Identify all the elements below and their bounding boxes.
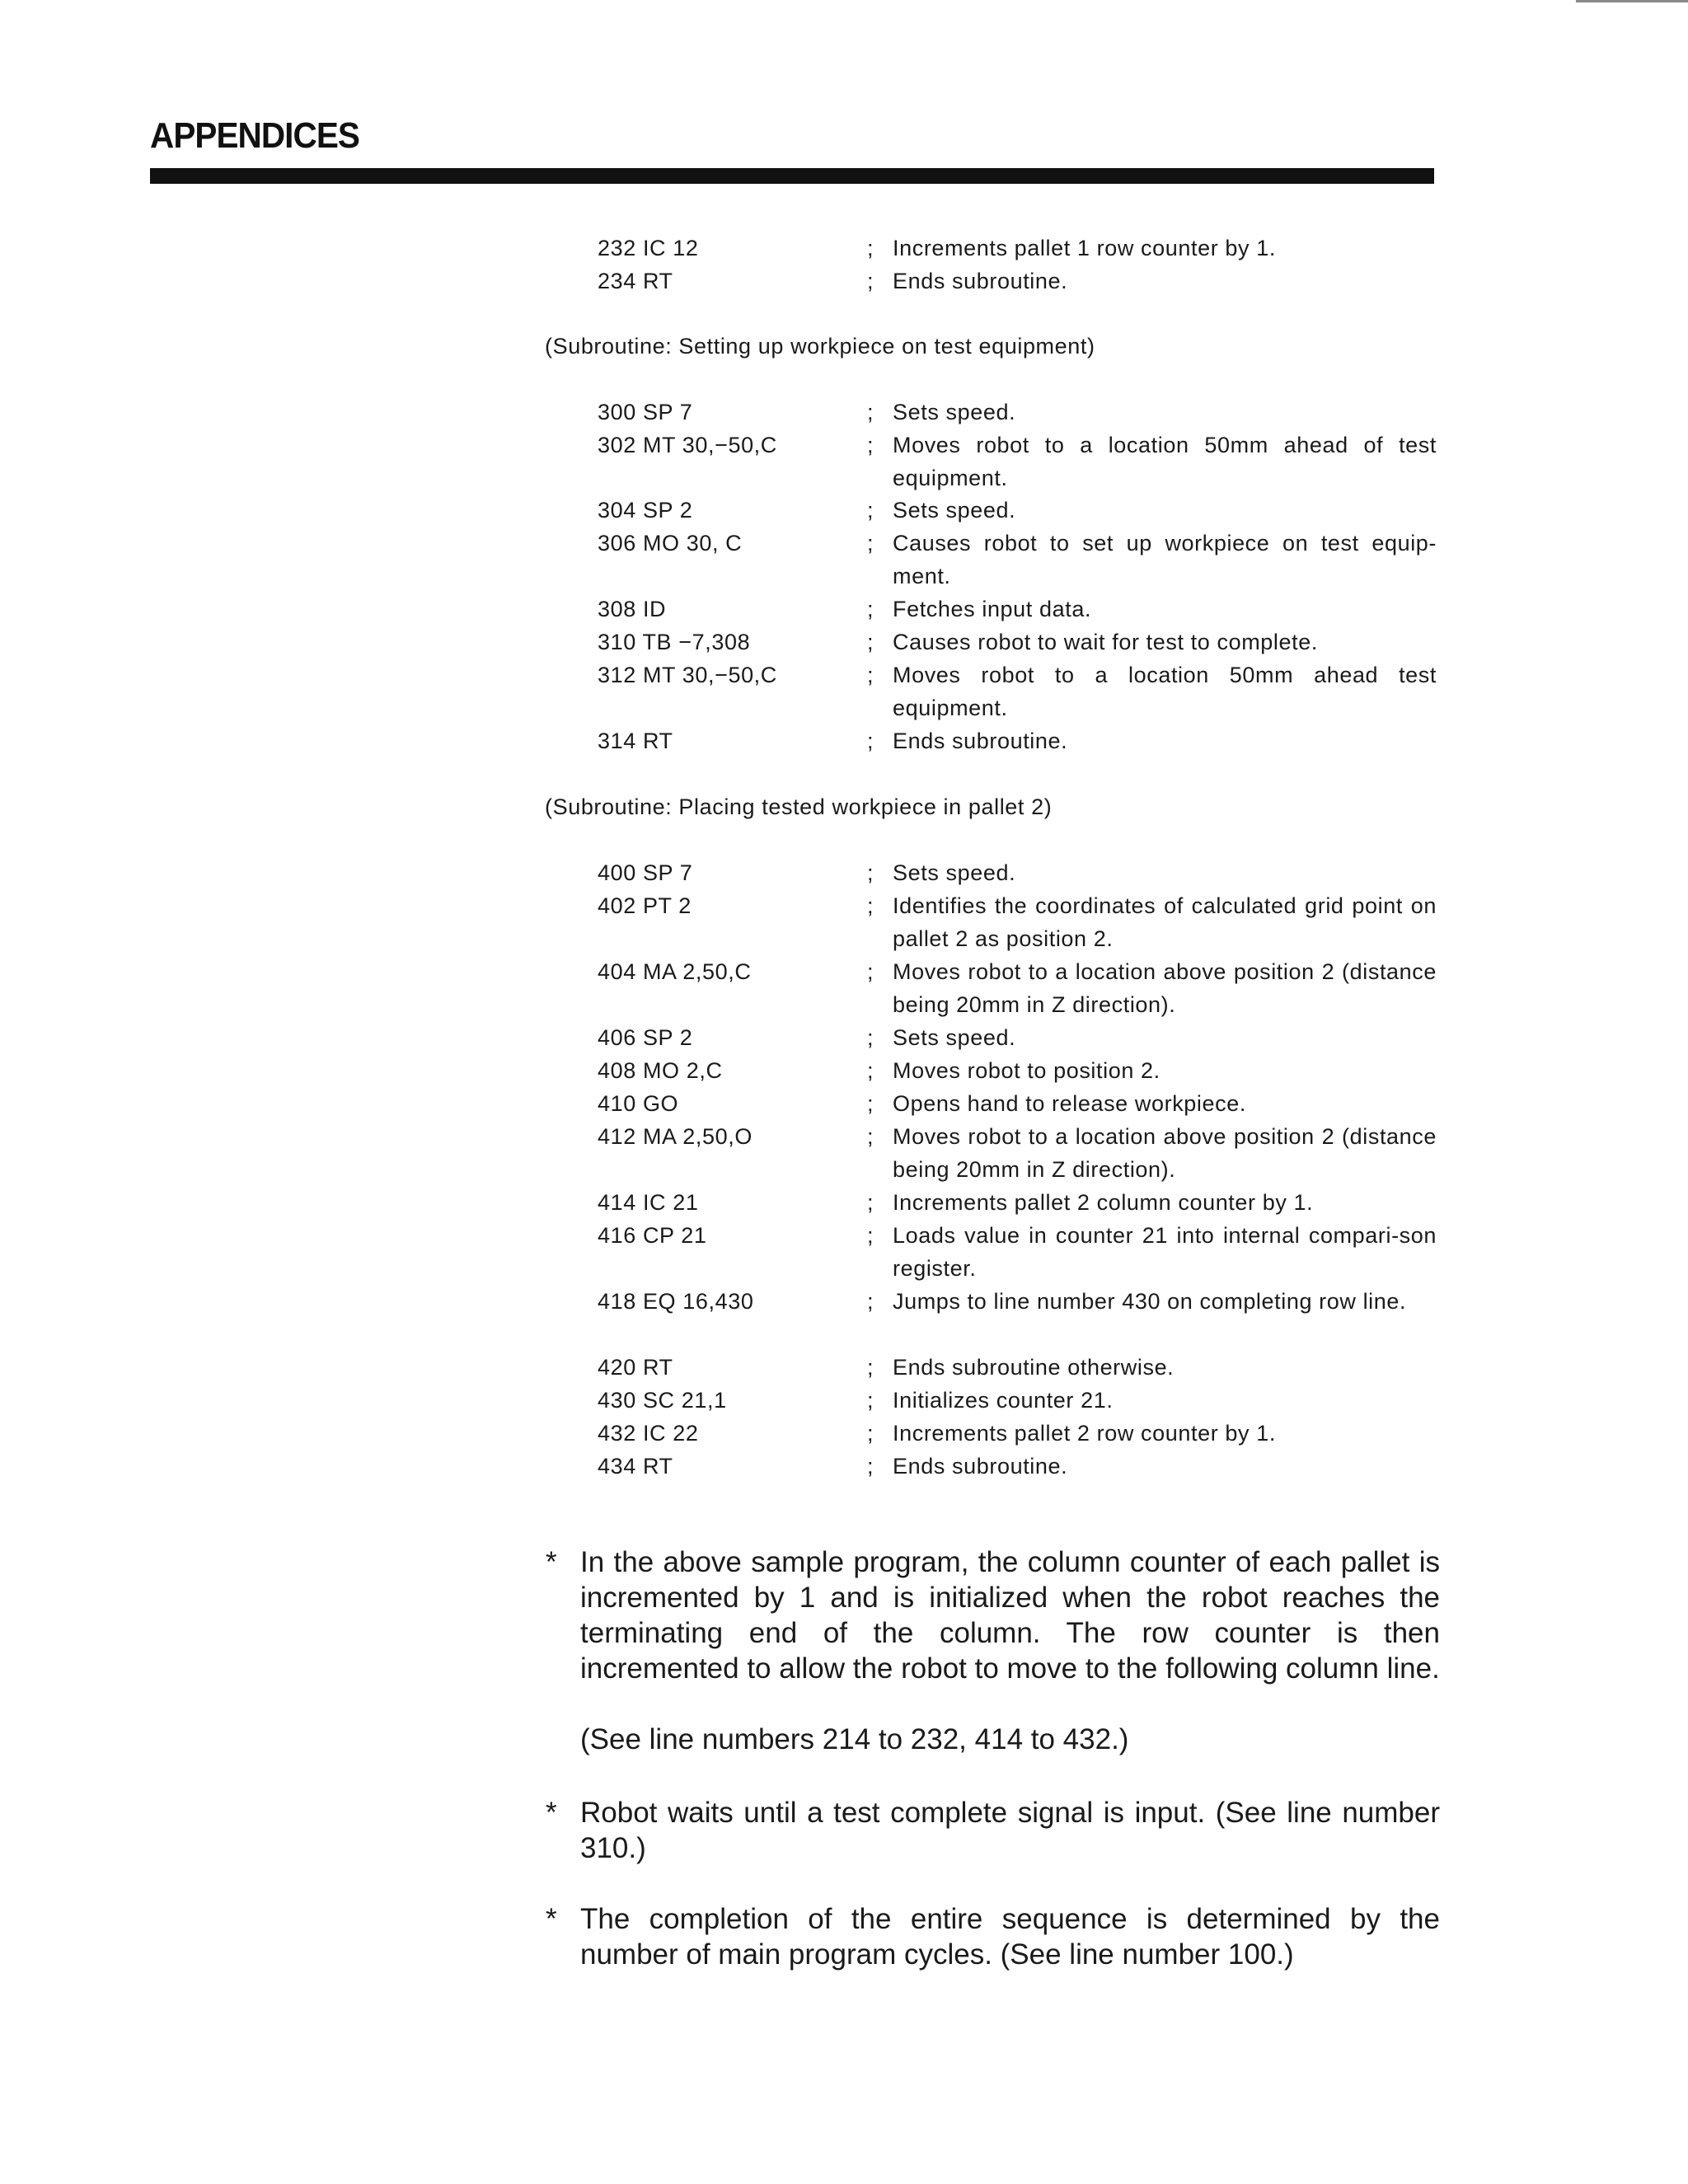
line-comment: Moves robot to a location 50mm ahead test equipment. [893, 663, 1437, 720]
line-comment: Sets speed. [893, 400, 1016, 424]
line-code: 414 IC 21 [598, 1190, 699, 1215]
line-code: 420 RT [598, 1355, 673, 1380]
line-comment: Jumps to line number 430 on completing row line. [893, 1289, 1407, 1314]
line-code: 412 MA 2,50,O [598, 1124, 753, 1149]
line-comment: Moves robot to position 2. [893, 1058, 1160, 1083]
line-comment: Causes robot to wait for test to complete. [893, 630, 1318, 654]
line-comment: Initializes counter 21. [893, 1388, 1114, 1413]
line-code: 314 RT [598, 729, 673, 753]
semicolon: ; [867, 433, 874, 457]
semicolon: ; [867, 860, 874, 885]
semicolon: ; [867, 269, 874, 293]
line-comment: Ends subroutine. [893, 269, 1068, 293]
page-title: APPENDICES [150, 115, 359, 156]
semicolon: ; [867, 1454, 874, 1479]
semicolon: ; [867, 663, 874, 687]
semicolon: ; [867, 1289, 874, 1314]
line-comment: Moves robot to a location above position 2 (distance being 20mm in Z direction). [893, 959, 1437, 1017]
semicolon: ; [867, 630, 874, 654]
line-comment: Opens hand to release workpiece. [893, 1091, 1246, 1116]
line-code: 306 MO 30, C [598, 531, 743, 555]
semicolon: ; [867, 729, 874, 753]
line-comment: Increments pallet 2 row counter by 1. [893, 1421, 1276, 1446]
line-code: 300 SP 7 [598, 400, 693, 424]
semicolon: ; [867, 1223, 874, 1248]
line-comment: Moves robot to a location 50mm ahead of test equipment. [893, 433, 1437, 490]
line-code: 402 PT 2 [598, 893, 692, 918]
line-comment: Ends subroutine otherwise. [893, 1355, 1175, 1380]
semicolon: ; [867, 1421, 874, 1446]
line-code: 308 ID [598, 597, 667, 621]
line-comment: Ends subroutine. [893, 729, 1068, 753]
line-code: 312 MT 30,−50,C [598, 663, 777, 687]
line-comment: Increments pallet 2 column counter by 1. [893, 1190, 1314, 1215]
semicolon: ; [867, 1124, 874, 1149]
line-comment: Moves robot to a location above position 2 (distance being 20mm in Z direction). [893, 1124, 1437, 1182]
line-code: 404 MA 2,50,C [598, 959, 752, 984]
note-asterisk: * [546, 1903, 557, 1935]
line-code: 408 MO 2,C [598, 1058, 723, 1083]
semicolon: ; [867, 498, 874, 523]
line-comment: Identifies the coordinates of calculated grid point on pallet 2 as position 2. [893, 893, 1437, 951]
line-code: 418 EQ 16,430 [598, 1289, 754, 1314]
line-code: 432 IC 22 [598, 1421, 699, 1446]
note-reference: (See line numbers 214 to 232, 414 to 432.) [580, 1723, 1129, 1755]
line-code: 434 RT [598, 1454, 673, 1479]
line-comment: Causes robot to set up workpiece on test equip-ment. [893, 531, 1437, 588]
line-code: 406 SP 2 [598, 1025, 693, 1050]
line-code: 310 TB −7,308 [598, 630, 751, 654]
semicolon: ; [867, 1058, 874, 1083]
subroutine-heading: (Subroutine: Placing tested workpiece in pallet 2) [545, 794, 1053, 819]
note-asterisk: * [546, 1546, 557, 1578]
line-code: 430 SC 21,1 [598, 1388, 727, 1413]
line-comment: Sets speed. [893, 1025, 1016, 1050]
line-comment: Fetches input data. [893, 597, 1092, 621]
line-code: 234 RT [598, 269, 673, 293]
semicolon: ; [867, 893, 874, 918]
line-code: 416 CP 21 [598, 1223, 707, 1248]
semicolon: ; [867, 236, 874, 260]
semicolon: ; [867, 1091, 874, 1116]
semicolon: ; [867, 400, 874, 424]
line-code: 410 GO [598, 1091, 679, 1116]
semicolon: ; [867, 597, 874, 621]
semicolon: ; [867, 1190, 874, 1215]
note-text: In the above sample program, the column counter of each pallet is incremented by 1 and is initialized when the robot reaches the terminating end of the column. The row counter is then incremented to allow the robot to move to the following column line. [580, 1546, 1440, 1685]
subroutine-heading: (Subroutine: Setting up workpiece on test equipment) [545, 334, 1095, 359]
note-text: The completion of the entire sequence is determined by the number of main program cycles. (See line number 100.) [580, 1903, 1440, 1971]
semicolon: ; [867, 1355, 874, 1380]
line-code: 400 SP 7 [598, 860, 693, 885]
line-comment: Loads value in counter 21 into internal compari-son register. [893, 1223, 1437, 1281]
line-code: 304 SP 2 [598, 498, 693, 523]
line-code: 232 IC 12 [598, 236, 699, 260]
line-comment: Sets speed. [893, 860, 1016, 885]
semicolon: ; [867, 959, 874, 984]
semicolon: ; [867, 531, 874, 555]
line-comment: Ends subroutine. [893, 1454, 1068, 1479]
semicolon: ; [867, 1025, 874, 1050]
semicolon: ; [867, 1388, 874, 1413]
line-comment: Increments pallet 1 row counter by 1. [893, 236, 1276, 260]
note-asterisk: * [546, 1797, 557, 1829]
line-comment: Sets speed. [893, 498, 1016, 523]
note-text: Robot waits until a test complete signal is input. (See line number 310.) [580, 1797, 1440, 1864]
line-code: 302 MT 30,−50,C [598, 433, 777, 457]
